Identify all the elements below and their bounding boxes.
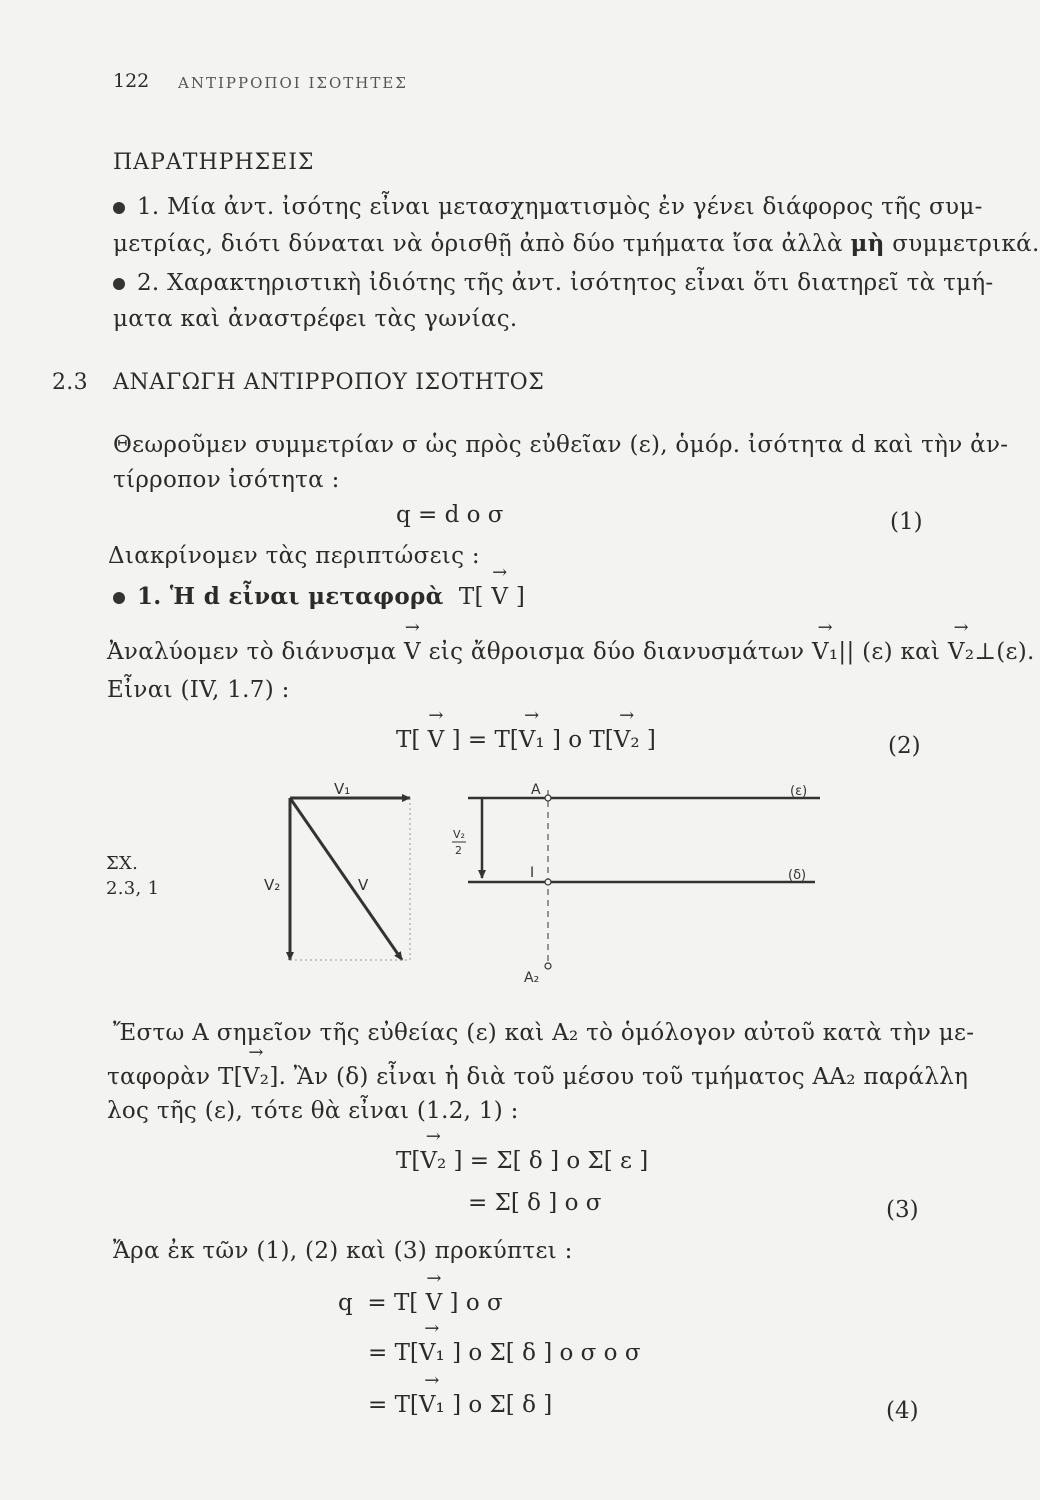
body-line1: Ἔστω A σημεῖον τῆς εὐθείας (ε) καὶ A₂ τὸ ὁμόλογον αὐτοῦ κατὰ τὴν με- — [113, 1020, 975, 1046]
case-1-line1: Ἀναλύομεν τὸ διάνυσμα → V εἰς ἄθροισμα δύο διανυσμάτων → V₁|| (ε) καὶ → V₂⊥(ε). — [107, 639, 1035, 665]
running-title: ΑΝΤΙΡΡΟΠΟΙ ΙΣΟΤΗΤΕΣ — [178, 74, 408, 92]
equation-2-number: (2) — [888, 733, 921, 759]
equation-1: q = d ο σ — [396, 502, 504, 528]
label-delta: (δ) — [788, 868, 807, 883]
intro-line2: τίρροπον ἰσότητα : — [113, 467, 340, 493]
body-line3: λος τῆς (ε), τότε θὰ εἶναι (1.2, 1) : — [107, 1098, 519, 1124]
label-a: A — [531, 782, 541, 798]
point-a — [545, 795, 551, 801]
bullet-icon — [113, 278, 125, 290]
equation-4-number: (4) — [886, 1398, 919, 1424]
label-v2: V₂ — [264, 876, 281, 894]
equation-4c: = T[→ V₁ ] ο Σ[ δ ] — [368, 1392, 552, 1418]
remark-2-line2: ματα καὶ ἀναστρέφει τὰς γωνίας. — [113, 306, 518, 332]
figure-caption-line1: ΣΧ. — [106, 853, 139, 874]
label-i: I — [530, 865, 535, 881]
body-line2: ταφορὰν T[→ V₂]. Ἂν (δ) εἶναι ἡ διὰ τοῦ μέσου τοῦ τμήματος AA₂ παράλλη — [107, 1064, 968, 1090]
equation-4a: q = T[ → V ] ο σ — [338, 1290, 503, 1316]
bullet-icon — [113, 592, 125, 604]
label-half-denominator: 2 — [455, 844, 462, 857]
remark-1-line1: 1. Μία ἀντ. ἰσότης εἶναι μετασχηματισμὸς ἐν γένει διάφορος τῆς συμ- — [113, 194, 983, 220]
section-title: ΑΝΑΓΩΓΗ ΑΝΤΙΡΡΟΠΟΥ ΙΣΟΤΗΤΟΣ — [113, 370, 545, 395]
conclusion-line: Ἄρα ἐκ τῶν (1), (2) καὶ (3) προκύπτει : — [113, 1238, 573, 1264]
label-a2: A₂ — [524, 970, 540, 986]
case-1-title: 1. Ἡ d εἶναι μεταφορὰ T[ → V ] — [113, 583, 525, 610]
label-half-numerator: V₂ — [453, 828, 465, 841]
cases-intro: Διακρίνομεν τὰς περιπτώσεις : — [108, 543, 480, 569]
remarks-title: ΠΑΡΑΤΗΡΗΣΕΙΣ — [113, 150, 315, 175]
equation-3a: T[→ V₂ ] = Σ[ δ ] ο Σ[ ε ] — [396, 1148, 648, 1174]
point-i — [545, 879, 551, 885]
intro-line1: Θεωροῦμεν συμμετρίαν σ ὡς πρὸς εὐθεῖαν (ε), ὁμόρ. ἰσότητα d καὶ τὴν ἀν- — [113, 432, 1009, 458]
label-v: V — [358, 876, 369, 894]
equation-1-number: (1) — [890, 509, 923, 535]
figure-caption-line2: 2.3, 1 — [106, 878, 160, 899]
remark-1-line2: μετρίας, διότι δύναται νὰ ὁρισθῇ ἀπὸ δύο τμήματα ἴσα ἀλλὰ μὴ συμμετρικά. — [113, 230, 1040, 257]
figure-2-3-1 — [250, 760, 830, 990]
case-1-line2: Εἶναι (IV, 1.7) : — [107, 677, 290, 703]
equation-3-number: (3) — [886, 1197, 919, 1223]
remark-2-line1: 2. Χαρακτηριστικὴ ἰδιότης τῆς ἀντ. ἰσότητος εἶναι ὅτι διατηρεῖ τὰ τμή- — [113, 270, 994, 296]
point-a2 — [545, 963, 551, 969]
label-epsilon: (ε) — [790, 784, 808, 799]
page-number: 122 — [113, 70, 150, 92]
section-number: 2.3 — [52, 370, 88, 395]
label-v1: V₁ — [334, 780, 351, 798]
equation-4b: = T[→ V₁ ] ο Σ[ δ ] ο σ ο σ — [368, 1340, 641, 1366]
bullet-icon — [113, 202, 125, 214]
vector-v — [290, 798, 402, 960]
equation-2: T[ → V ] = T[→ V₁ ] ο T[→ V₂ ] — [396, 727, 656, 753]
equation-3b: = Σ[ δ ] ο σ — [468, 1190, 602, 1216]
